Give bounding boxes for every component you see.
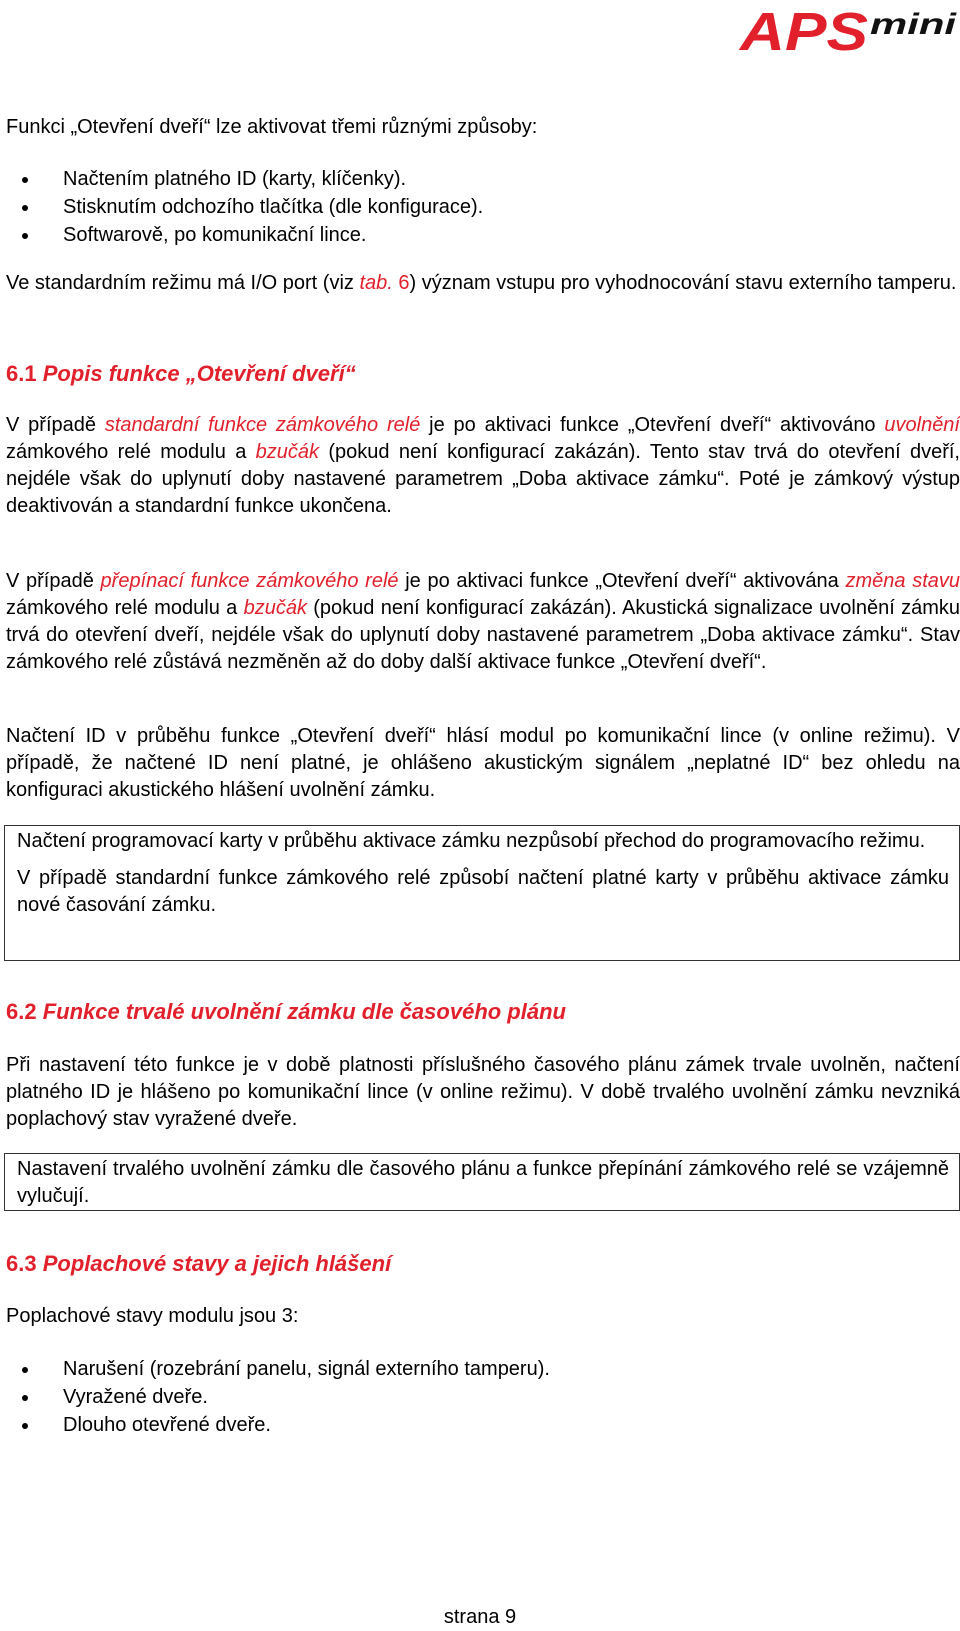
section-title: Popis funkce „Otevření dveří“	[36, 361, 356, 386]
logo-aps-text: APS	[738, 4, 868, 56]
section-6-2-heading	[6, 998, 960, 1026]
bullet-icon	[22, 233, 28, 239]
tab-reference: tab.	[359, 272, 393, 294]
tamper-paragraph: Ve standardním režimu má I/O port (viz tab. 6) význam vstupu pro vyhodnocování stavu externího tamperu.	[6, 272, 957, 294]
alarms-list	[6, 1355, 960, 1439]
paragraph-id-reading: Načtení ID v průběhu funkce „Otevření dveří“ hlásí modul po komunikační lince (v online režimu). V případě, že načtené ID není platné, je ohlášeno akustickým signálem „neplatné ID“ bez ohledu na konfiguraci akustického hlášení uvolnění zámku.	[6, 725, 960, 801]
list-item: Narušení (rozebrání panelu, signál externího tamperu).	[6, 1355, 960, 1383]
section-number: 6.1	[6, 361, 37, 386]
section-number: 6.2	[6, 999, 37, 1024]
paragraph-toggle-relay: V případě přepínací funkce zámkového relé je po aktivaci funkce „Otevření dveří“ aktivována změna stavu zámkového relé modulu a bzučák (pokud není konfigurací zakázán). Akustická signalizace uvolnění zámku trvá do otevření dveří, nejdéle však do uplynutí doby nastavené parametrem „Doba aktivace zámku“. Stav zámkového relé zůstává nezměněn až do doby další aktivace funkce „Otevření dveří“.	[6, 570, 960, 673]
bullet-icon	[22, 205, 28, 211]
logo-mini-text: mini	[870, 8, 957, 41]
list-item: Načtením platného ID (karty, klíčenky).	[6, 165, 960, 193]
section-number: 6.3	[6, 1251, 37, 1276]
paragraph-permanent-release: Při nastavení této funkce je v době platnosti příslušného časového plánu zámek trvale uvolněn, načtení platného ID je hlášeno po komunikační lince (v online režimu). V době trvalého uvolnění zámku nevzniká poplachový stav vyražené dveře.	[6, 1054, 960, 1130]
list-item: Softwarově, po komunikační lince.	[6, 221, 960, 249]
intro-paragraph: Funkci „Otevření dveří“ lze aktivovat třemi různými způsoby:	[6, 116, 538, 138]
note-text: Načtení programovací karty v průběhu aktivace zámku nezpůsobí přechod do programovacího režimu.	[17, 830, 926, 852]
aps-mini-logo	[738, 4, 960, 56]
section-title: Poplachové stavy a jejich hlášení	[36, 1251, 392, 1276]
bullet-icon	[22, 1367, 28, 1373]
list-item: Vyražené dveře.	[6, 1383, 960, 1411]
note-text: Nastavení trvalého uvolnění zámku dle časového plánu a funkce přepínání zámkového relé se vzájemně vylučují.	[17, 1158, 949, 1207]
note-box	[4, 825, 960, 961]
methods-list	[6, 165, 960, 249]
page-number: strana 9	[443, 1606, 517, 1628]
bullet-icon	[22, 1395, 28, 1401]
alarm-intro: Poplachové stavy modulu jsou 3:	[6, 1305, 299, 1327]
paragraph-standard-relay: V případě standardní funkce zámkového relé je po aktivaci funkce „Otevření dveří“ aktivováno uvolnění zámkového relé modulu a bzučák (pokud není konfigurací zakázán). Tento stav trvá do otevření dveří, nejdéle však do uplynutí doby nastavené parametrem „Doba aktivace zámku“. Poté je zámkový výstup deaktivován a standardní funkce ukončena.	[6, 414, 960, 517]
bullet-icon	[22, 177, 28, 183]
section-title: Funkce trvalé uvolnění zámku dle časového plánu	[36, 999, 566, 1024]
table-number: 6	[398, 272, 410, 294]
section-6-3-heading	[6, 1250, 960, 1278]
intro-text	[6, 114, 960, 141]
note-box	[4, 1153, 960, 1211]
note-text: V případě standardní funkce zámkového relé způsobí načtení platné karty v průběhu aktivace zámku nové časování zámku.	[17, 867, 949, 916]
bullet-icon	[22, 1423, 28, 1429]
section-6-1-heading	[6, 360, 960, 388]
list-item: Dlouho otevřené dveře.	[6, 1411, 960, 1439]
list-item: Stisknutím odchozího tlačítka (dle konfigurace).	[6, 193, 960, 221]
